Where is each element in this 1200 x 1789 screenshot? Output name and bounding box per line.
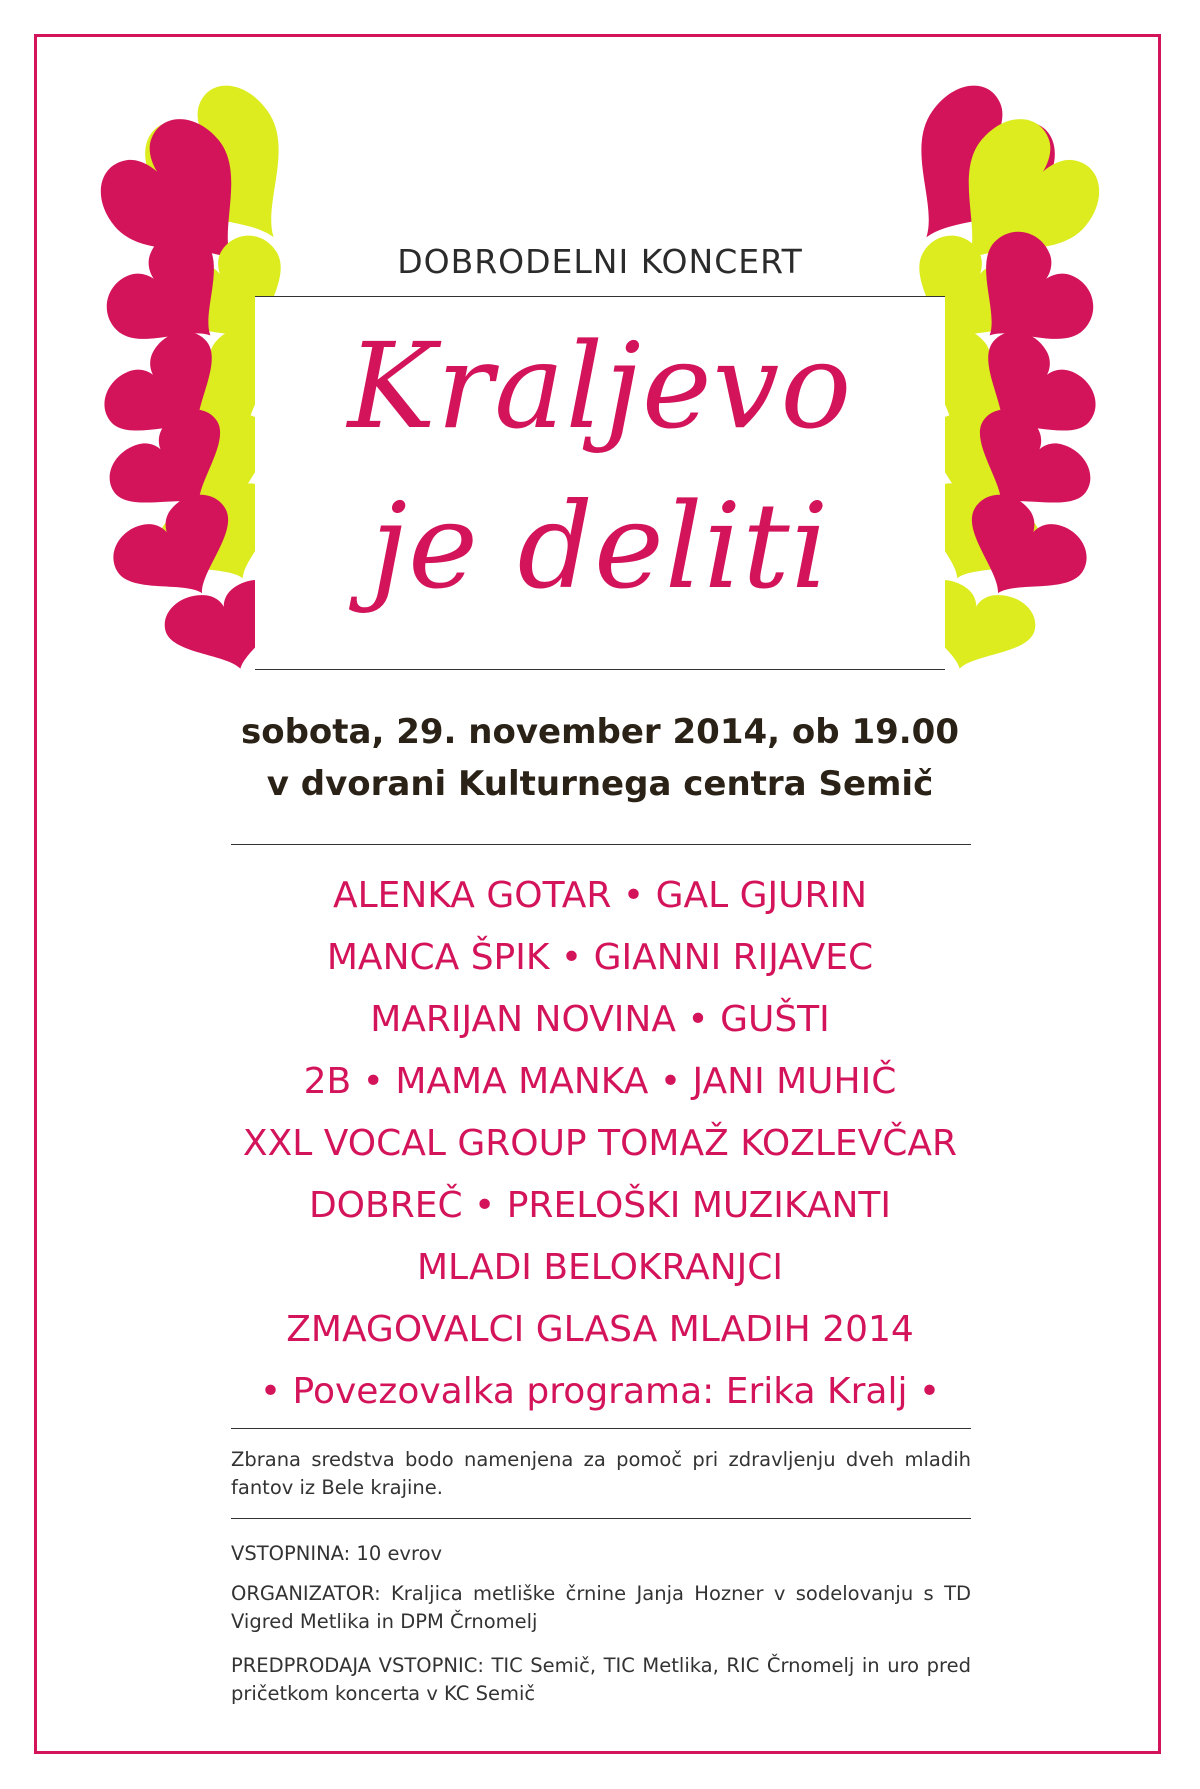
event-venue: v dvorani Kulturnega centra Semič — [266, 764, 934, 804]
performer-line: XXL VOCAL GROUP TOMAŽ KOZLEVČAR — [242, 1123, 958, 1164]
divider-middle — [231, 1428, 971, 1429]
title-banner — [255, 296, 945, 670]
performer-line: MLADI BELOKRANJCI — [417, 1247, 783, 1288]
divider-bottom — [231, 1518, 971, 1519]
admission-text: VSTOPNINA: 10 evrov — [231, 1542, 443, 1565]
performer-line: ALENKA GOTAR • GAL GJURIN — [332, 875, 868, 916]
title-line-2: je deliti — [370, 477, 830, 615]
title-line-1: Kraljevo — [347, 317, 853, 455]
event-type-heading: DOBRODELNI KONCERT — [397, 242, 803, 281]
event-datetime: sobota, 29. november 2014, ob 19.00 — [241, 712, 959, 752]
purpose-text: Zbrana sredstva bodo namenjena za pomoč pri zdravljenju dveh mladih fantov iz Bele krajine. — [231, 1448, 971, 1499]
performer-line: MANCA ŠPIK • GIANNI RIJAVEC — [326, 937, 874, 978]
presale-text: PREDPRODAJA VSTOPNIC: TIC Semič, TIC Metlika, RIC Črnomelj in uro pred pričetkom koncerta v KC Semič — [231, 1654, 971, 1705]
organizer-text: ORGANIZATOR: Kraljica metliške črnine Janja Hozner v sodelovanju s TD Vigred Metlika in DPM Črnomelj — [231, 1582, 971, 1633]
divider-top — [231, 844, 971, 845]
performer-line: 2B • MAMA MANKA • JANI MUHIČ — [303, 1061, 897, 1102]
performer-line: MARIJAN NOVINA • GUŠTI — [370, 999, 830, 1040]
host-line: • Povezovalka programa: Erika Kralj • — [259, 1371, 941, 1412]
performer-line: ZMAGOVALCI GLASA MLADIH 2014 — [286, 1309, 914, 1350]
performer-line: DOBREČ • PRELOŠKI MUZIKANTI — [308, 1185, 892, 1226]
